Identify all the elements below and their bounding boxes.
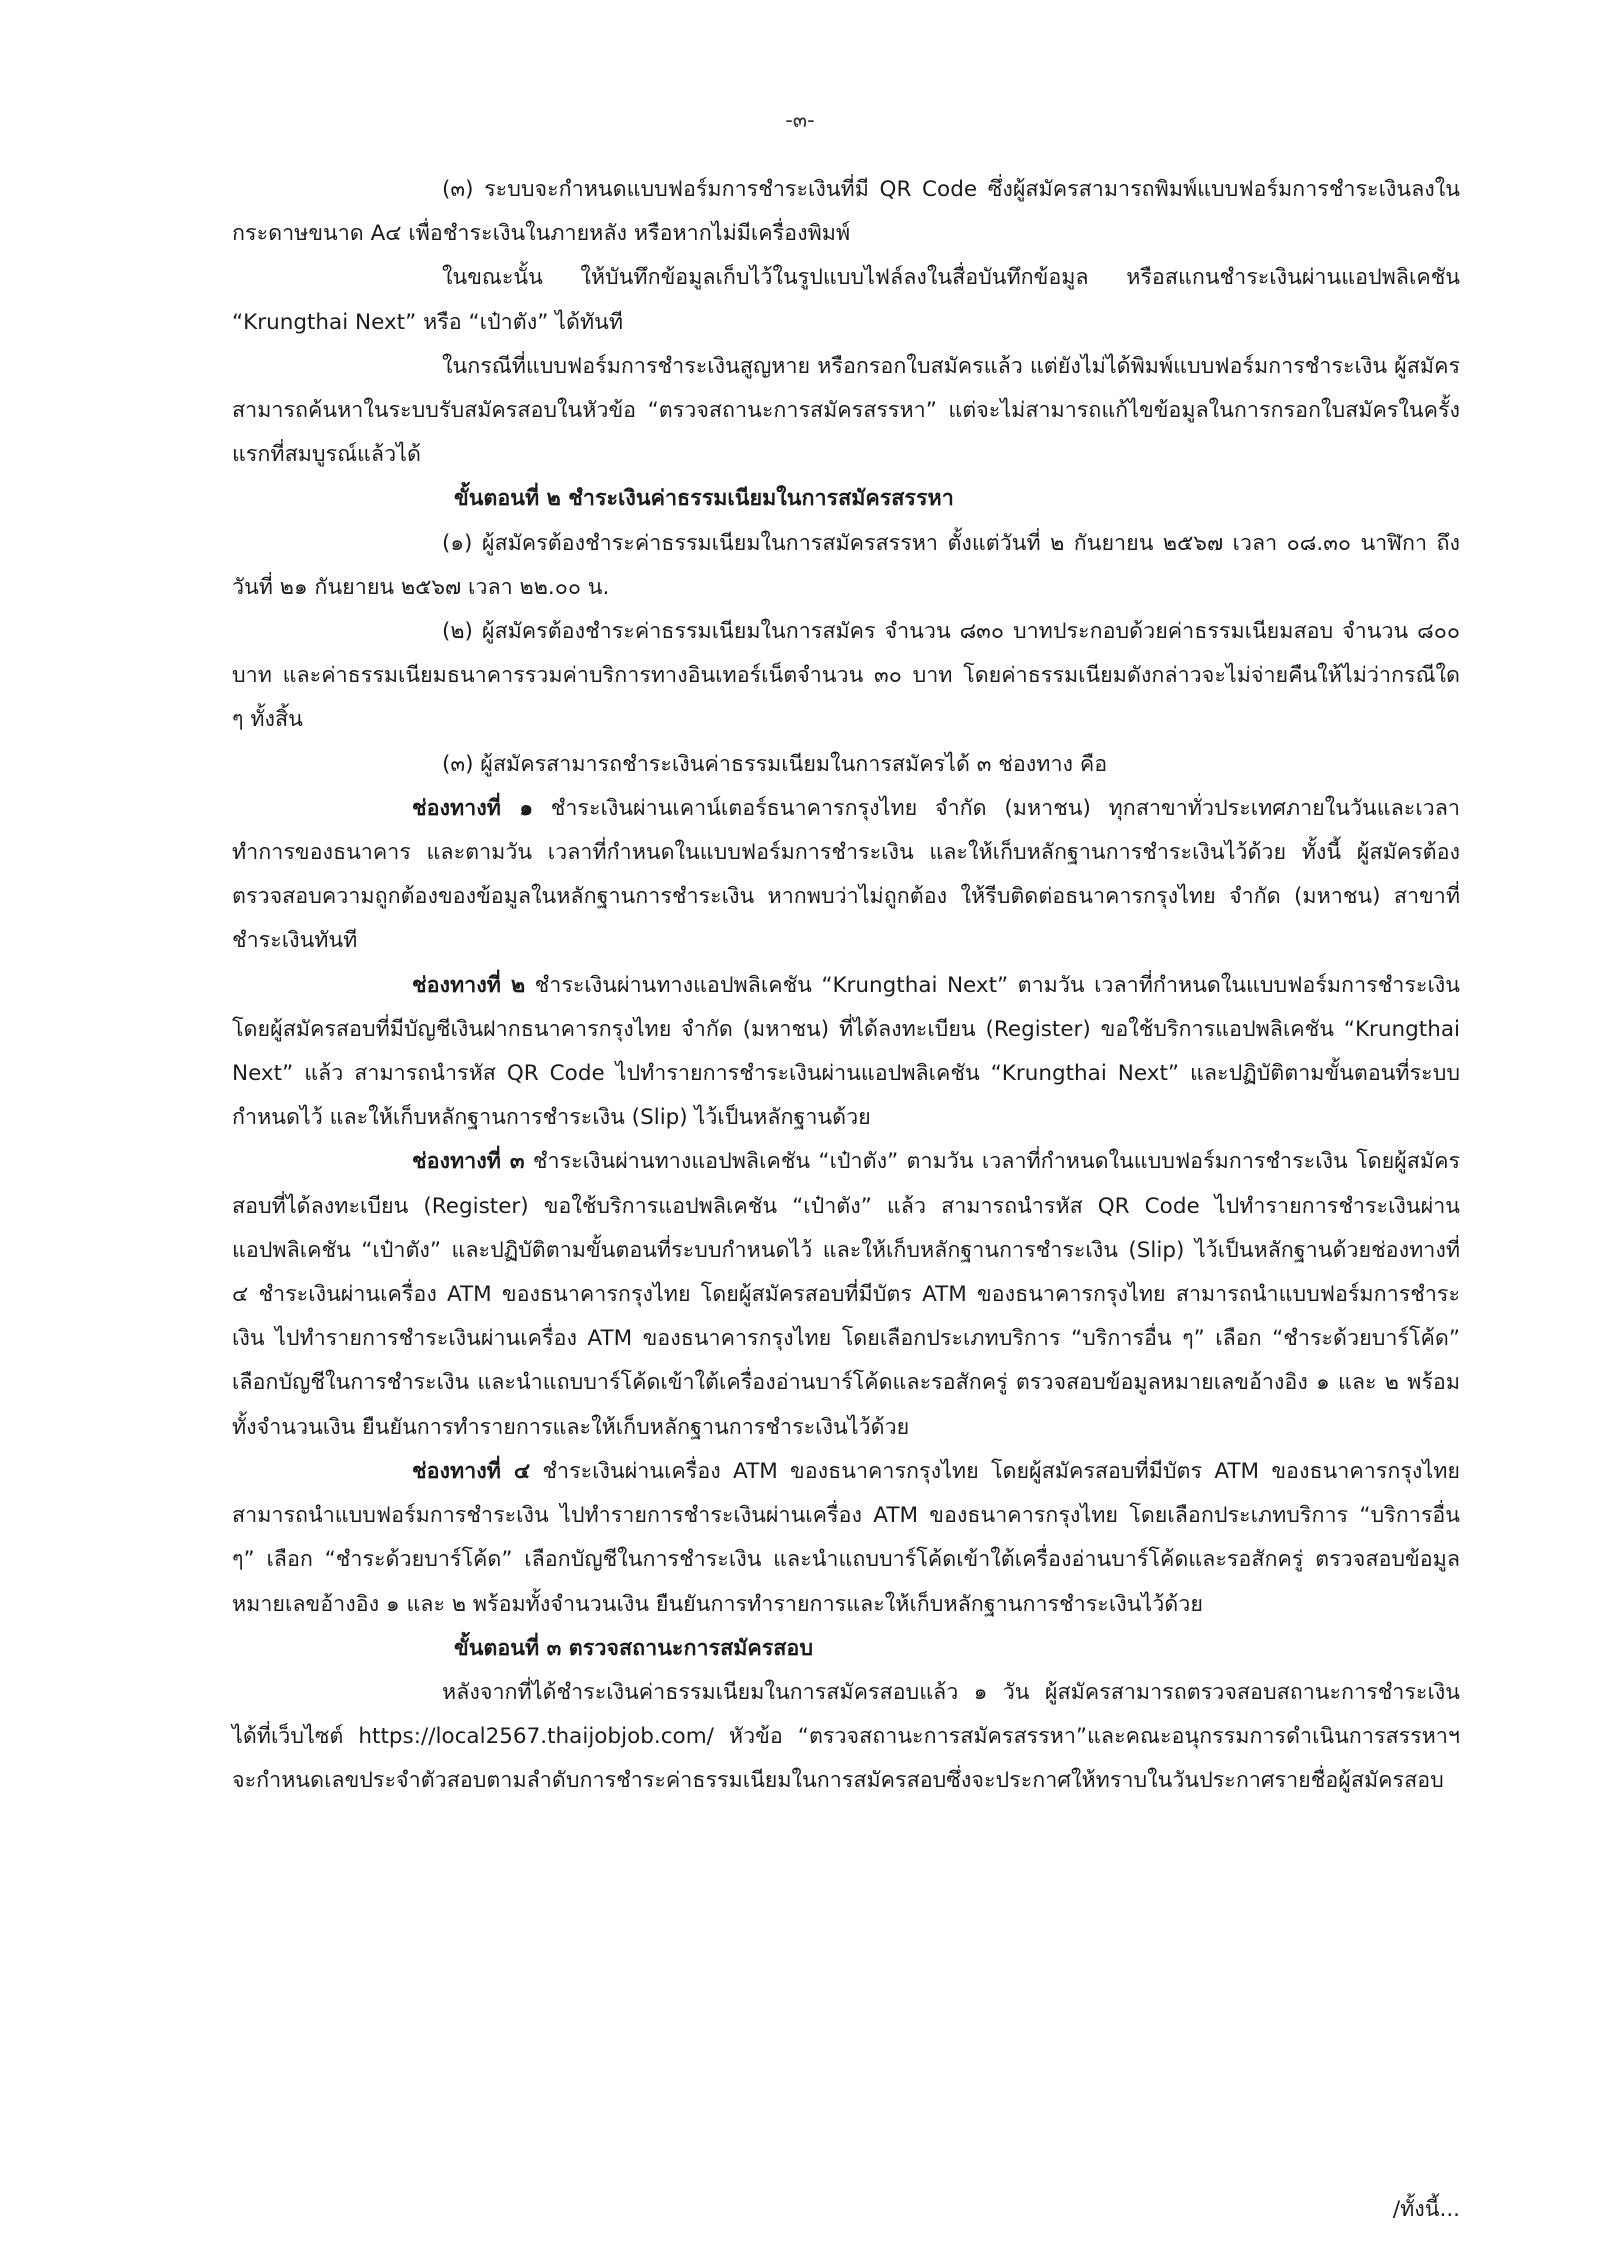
step-heading: ขั้นตอนที่ ๒ ชำระเงินค่าธรรมเนียมในการสมัครสรรหา [454, 486, 954, 512]
payment-channel-paragraph [232, 964, 1460, 1141]
step-heading: ขั้นตอนที่ ๓ ตรวจสถานะการสมัครสอบ [454, 1635, 813, 1661]
body-paragraph: (๓) ผู้สมัครสามารถชำระเงินค่าธรรมเนียมในการสมัครได้ ๓ ช่องทาง คือ [442, 751, 1108, 777]
payment-channel-paragraph [232, 787, 1460, 964]
body-paragraph: (๒) ผู้สมัครต้องชำระค่าธรรมเนียมในการสมัคร จำนวน ๘๓๐ บาทประกอบด้วยค่าธรรมเนียมสอบ จำนวน ๘๐๐ บาท และค่าธรรมเนียมธนาคารรวมค่าบริการทางอินเทอร์เน็ตจำนวน ๓๐ บาท โดยค่าธรรมเนียมดังกล่าวจะไม่จ่ายคืนให้ไม่ว่ากรณีใด ๆ ทั้งสิ้น [232, 619, 1460, 733]
document-body [232, 168, 1460, 1804]
body-paragraph: (๑) ผู้สมัครต้องชำระค่าธรรมเนียมในการสมัครสรรหา ตั้งแต่วันที่ ๒ กันยายน ๒๕๖๗ เวลา ๐๘.๓๐ นาฬิกา ถึงวันที่ ๒๑ กันยายน ๒๕๖๗ เวลา ๒๒.๐๐ น. [232, 530, 1460, 600]
paragraph-text: ชำระเงินผ่านเคาน์เตอร์ธนาคารกรุงไทย จำกัด (มหาชน) ทุกสาขาทั่วประเทศภายในวันและเวลาทำการของธนาคาร และตามวัน เวลาที่กำหนดในแบบฟอร์มการชำระเงิน และให้เก็บหลักฐานการชำระเงินไว้ด้วย ทั้งนี้ ผู้สมัครต้องตรวจสอบความถูกต้องของข้อมูลในหลักฐานการชำระเงิน หากพบว่าไม่ถูกต้อง ให้รีบติดต่อธนาคารกรุงไทย จำกัด (มหาชน) สาขาที่ชำระเงินทันที [232, 795, 1460, 954]
payment-channel-paragraph [232, 1140, 1460, 1449]
body-paragraph: ในขณะนั้น ให้บันทึกข้อมูลเก็บไว้ในรูปแบบไฟล์ลงในสื่อบันทึกข้อมูล หรือสแกนชำระเงินผ่านแอปพลิเคชัน “Krungthai Next” หรือ “เป๋าตัง” ได้ทันที [232, 265, 1460, 335]
paragraph-text: ชำระเงินผ่านเครื่อง ATM ของธนาคารกรุงไทย โดยผู้สมัครสอบที่มีบัตร ATM ของธนาคารกรุงไทย สามารถนำแบบฟอร์มการชำระเงิน ไปทำรายการชำระเงินผ่านเครื่อง ATM ของธนาคารกรุงไทย โดยเลือกประเภทบริการ “บริการอื่น ๆ” เลือก “ชำระด้วยบาร์โค้ด” เลือกบัญชีในการชำระเงิน และนำแถบบาร์โค้ดเข้าใต้เครื่องอ่านบาร์โค้ดและรอสักครู่ ตรวจสอบข้อมูลหมายเลขอ้างอิง ๑ และ ๒ พร้อมทั้งจำนวนเงิน ยืนยันการทำรายการและให้เก็บหลักฐานการชำระเงินไว้ด้วย [232, 1458, 1460, 1617]
payment-channel-label: ช่องทางที่ ๔ [412, 1458, 531, 1484]
payment-channel-label: ช่องทางที่ ๒ [412, 972, 526, 998]
payment-channel-paragraph [232, 1450, 1460, 1627]
page-number: -๓- [785, 108, 815, 132]
body-paragraph: ในกรณีที่แบบฟอร์มการชำระเงินสูญหาย หรือกรอกใบสมัครแล้ว แต่ยังไม่ได้พิมพ์แบบฟอร์มการชำระเงิน ผู้สมัครสามารถค้นหาในระบบรับสมัครสอบในหัวข้อ “ตรวจสถานะการสมัครสรรหา” แต่จะไม่สามารถแก้ไขข้อมูลในการกรอกใบสมัครในครั้งแรกที่สมบูรณ์แล้วได้ [232, 353, 1460, 468]
payment-channel-label: ช่องทางที่ ๓ [412, 1149, 525, 1175]
body-paragraph: หลังจากที่ได้ชำระเงินค่าธรรมเนียมในการสมัครสอบแล้ว ๑ วัน ผู้สมัครสามารถตรวจสอบสถานะการชำระเงินได้ที่เว็บไซต์ https://local2567.thaijobjob.com/ หัวข้อ “ตรวจสถานะการสมัครสรรหา”และคณะอนุกรรมการดำเนินการสรรหาฯ จะกำหนดเลขประจำตัวสอบตามลำดับการชำระค่าธรรมเนียมในการสมัครสอบซึ่งจะประกาศให้ทราบในวันประกาศรายชื่อผู้สมัครสอบ [232, 1679, 1460, 1794]
body-paragraph: (๓) ระบบจะกำหนดแบบฟอร์มการชำระเงินที่มี QR Code ซึ่งผู้สมัครสามารถพิมพ์แบบฟอร์มการชำระเงินลงในกระดาษขนาด A๔ เพื่อชำระเงินในภายหลัง หรือหากไม่มีเครื่องพิมพ์ [232, 177, 1460, 247]
payment-channel-label: ช่องทางที่ ๑ [412, 795, 533, 821]
paragraph-text: ชำระเงินผ่านทางแอปพลิเคชัน “เป๋าตัง” ตามวัน เวลาที่กำหนดในแบบฟอร์มการชำระเงิน โดยผู้สมัครสอบที่ได้ลงทะเบียน (Register) ขอใช้บริการแอปพลิเคชัน “เป๋าตัง” แล้ว สามารถนำรหัส QR Code ไปทำรายการชำระเงินผ่านแอปพลิเคชัน “เป๋าตัง” และปฏิบัติตามขั้นตอนที่ระบบกำหนดไว้ และให้เก็บหลักฐานการชำระเงิน (Slip) ไว้เป็นหลักฐานด้วยช่องทางที่ ๔ ชำระเงินผ่านเครื่อง ATM ของธนาคารกรุงไทย โดยผู้สมัครสอบที่มีบัตร ATM ของธนาคารกรุงไทย สามารถนำแบบฟอร์มการชำระเงิน ไปทำรายการชำระเงินผ่านเครื่อง ATM ของธนาคารกรุงไทย โดยเลือกประเภทบริการ “บริการอื่น ๆ” เลือก “ชำระด้วยบาร์โค้ด” เลือกบัญชีในการชำระเงิน และนำแถบบาร์โค้ดเข้าใต้เครื่องอ่านบาร์โค้ดและรอสักครู่ ตรวจสอบข้อมูลหมายเลขอ้างอิง ๑ และ ๒ พร้อมทั้งจำนวนเงิน ยืนยันการทำรายการและให้เก็บหลักฐานการชำระเงินไว้ด้วย [232, 1149, 1460, 1440]
paragraph-text: ชำระเงินผ่านทางแอปพลิเคชัน “Krungthai Next” ตามวัน เวลาที่กำหนดในแบบฟอร์มการชำระเงิน โดยผู้สมัครสอบที่มีบัญชีเงินฝากธนาคารกรุงไทย จำกัด (มหาชน) ที่ได้ลงทะเบียน (Register) ขอใช้บริการแอปพลิเคชัน “Krungthai Next” แล้ว สามารถนำรหัส QR Code ไปทำรายการชำระเงินผ่านแอปพลิเคชัน “Krungthai Next” และปฏิบัติตามขั้นตอนที่ระบบกำหนดไว้ และให้เก็บหลักฐานการชำระเงิน (Slip) ไว้เป็นหลักฐานด้วย [232, 972, 1460, 1131]
continuation-marker: /ทั้งนี้... [1392, 2197, 1460, 2222]
